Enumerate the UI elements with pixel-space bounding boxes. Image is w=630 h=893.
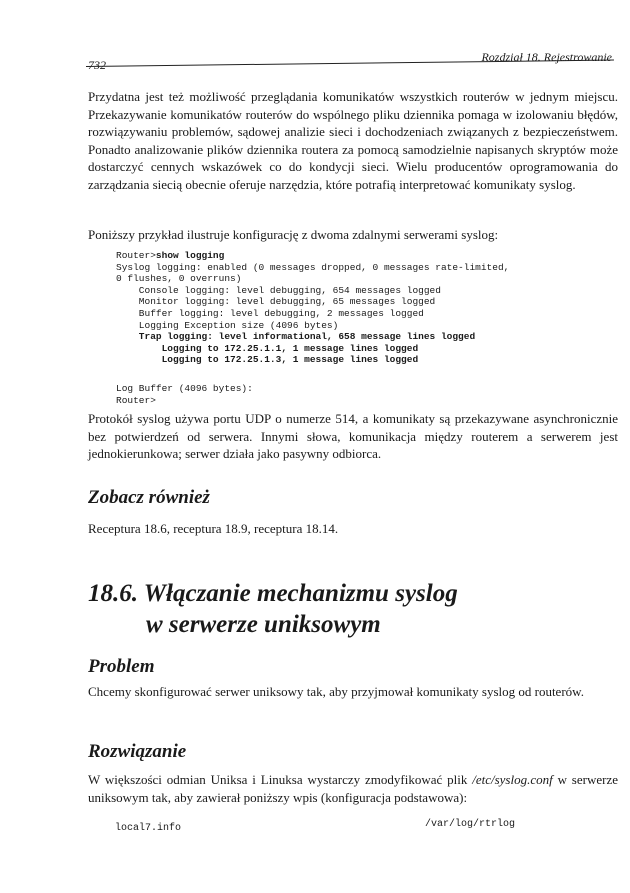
code-command: show logging	[155, 250, 225, 261]
syslog-protocol-paragraph: Protokół syslog używa portu UDP o numerze 514, a komunikaty są przekazywane asynchronicznie bez potwierdzeń od serwera. Innymi słowa, komunikacja między routerem a serwerem jest jednokierunkowa; serwer działa jako pasywny odbiorca.	[88, 411, 618, 461]
code-line-bold: Logging to 172.25.1.1, 1 message lines logged	[116, 342, 419, 354]
solution-heading: Rozwiązanie	[88, 741, 187, 762]
file-path: /etc/syslog.conf	[472, 772, 553, 787]
code-line-bold: Trap logging: level informational, 658 message lines logged	[116, 331, 476, 343]
code-line: Router>	[116, 394, 156, 406]
example-intro-paragraph: Poniższy przykład ilustruje konfigurację z dwoma zdalnymi serwerami syslog:	[88, 227, 499, 242]
code-listing-show-logging	[116, 250, 509, 366]
solution-text-after: w serwerze uniksowym tak, aby zawierał poniższy wpis (konfiguracja podstawowa):	[88, 772, 618, 805]
code-line: Monitor logging: level debugging, 65 messages logged	[116, 296, 436, 308]
see-also-heading: Zobacz również	[88, 487, 210, 508]
see-also-text: Receptura 18.6, receptura 18.9, receptura 18.14.	[88, 521, 339, 536]
solution-text	[88, 771, 618, 806]
code-listing-buffer	[116, 383, 253, 406]
page-number: 732	[88, 58, 106, 72]
running-header: Rozdział 18. Rejestrowanie	[481, 50, 612, 64]
solution-text-before: W większości odmian Uniksa i Linuksa wystarczy zmodyfikować plik	[88, 772, 473, 787]
intro-paragraph: Przydatna jest też możliwość przeglądania komunikatów wszystkich routerów w jednym miejscu. Przekazywanie komunikatów routerów do wspólnego pliku dziennika pomaga w izolowaniu błędów, rozwiązywaniu problemów, sądowej analizie sieci i dochodzeniach związanych z bezpieczeństwem. Ponadto analizowanie plików dziennika routera za pomocą samodzielnie napisanych skryptów może dostarczyć cennych wskazówek co do kondycji sieci. Wielu producentów oprogramowania do zarządzania siecią obecnie oferuje narzędzia, które potrafią interpretować komunikaty syslog.	[88, 89, 618, 192]
problem-heading: Problem	[88, 656, 155, 677]
problem-text: Chcemy skonfigurować serwer uniksowy tak, aby przyjmował komunikaty syslog od routerów.	[88, 684, 584, 699]
code-line: Log Buffer (4096 bytes):	[116, 383, 253, 394]
section-title-line1: 18.6. Włączanie mechanizmu syslog	[88, 580, 458, 607]
code-prompt: Router>	[116, 250, 156, 261]
code-line: Syslog logging: enabled (0 messages dropped, 0 messages rate-limited,	[116, 261, 510, 273]
section-title	[88, 578, 458, 640]
config-facility: local7.info	[115, 823, 182, 834]
config-path: /var/log/rtrlog	[425, 819, 516, 830]
code-line: Buffer logging: level debugging, 2 messages logged	[116, 307, 424, 319]
code-line: Console logging: level debugging, 654 messages logged	[116, 284, 441, 296]
code-line-bold: Logging to 172.25.1.3, 1 message lines logged	[116, 354, 419, 366]
code-line: Logging Exception size (4096 bytes)	[116, 319, 339, 331]
code-line: 0 flushes, 0 overruns)	[116, 273, 242, 285]
section-title-line2: w serwerze uniksowym	[146, 611, 381, 638]
